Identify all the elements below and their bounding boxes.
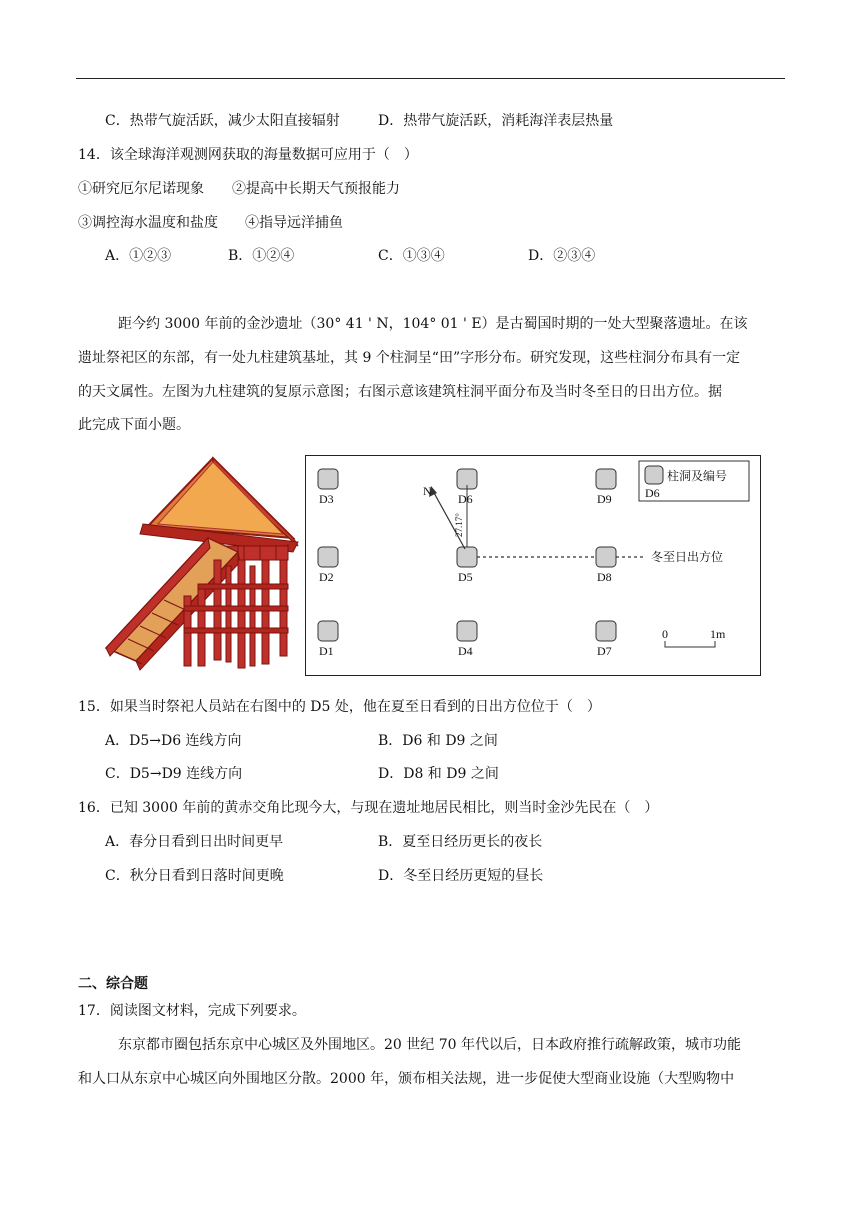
post-hole-d2 (318, 547, 338, 567)
q17-passage-line-1: 东京都市圈包括东京中心城区及外围地区。20 世纪 70 年代以后，日本政府推行疏解政策，城市功能 (118, 1037, 741, 1053)
label-d7: D7 (597, 644, 612, 658)
q15-option-b: B．D6 和 D9 之间 (378, 733, 498, 749)
q16-stem: 16．已知 3000 年前的黄赤交角比现今大，与现在遗址地居民相比，则当时金沙先民在（ ） (78, 800, 659, 816)
q13-option-d: D．热带气旋活跃，消耗海洋表层热量 (378, 113, 614, 129)
passage-line-4: 此完成下面小题。 (78, 417, 190, 433)
post-hole-d7 (596, 621, 616, 641)
q14-item4: ④指导远洋捕鱼 (245, 215, 343, 231)
post-hole-d9 (596, 469, 616, 489)
post-hole-d3 (318, 469, 338, 489)
label-d6: D6 (458, 492, 473, 506)
q14-item1: ①研究厄尔尼诺现象 (78, 181, 204, 197)
q15-option-a: A．D5→D6 连线方向 (105, 733, 242, 749)
angle-label: 27.17° (454, 513, 464, 537)
scale-zero: 0 (662, 627, 668, 641)
passage-line-1: 距今约 3000 年前的金沙遗址（30° 41 ' N，104° 01 ' E）是古蜀国时期的一处大型聚落遗址。在该 (118, 316, 748, 332)
label-d3: D3 (319, 492, 334, 506)
q17-passage-line-2: 和人口从东京中心城区向外围地区分散。2000 年，颁布相关法规，进一步促使大型商业设施（大型购物中 (78, 1071, 735, 1087)
q14-item2: ②提高中长期天气预报能力 (232, 181, 400, 197)
q15-option-c: C．D5→D9 连线方向 (105, 766, 243, 782)
label-d9: D9 (597, 492, 612, 506)
post-hole-d8 (596, 547, 616, 567)
label-d4: D4 (458, 644, 473, 658)
passage-line-3: 的天文属性。左图为九柱建筑的复原示意图；右图示意该建筑柱洞平面分布及当时冬至日的日出方位。据 (78, 384, 722, 400)
q13-option-c: C．热带气旋活跃，减少太阳直接辐射 (105, 113, 340, 129)
legend-post-icon (645, 466, 663, 484)
label-d1: D1 (319, 644, 334, 658)
post-hole-plan-diagram (305, 455, 761, 676)
post-hole-d1 (318, 621, 338, 641)
north-label: N (423, 484, 432, 498)
q17-stem: 17．阅读图文材料，完成下列要求。 (78, 1003, 306, 1019)
label-d5: D5 (458, 570, 473, 584)
legend-title: 柱洞及编号 (667, 469, 728, 483)
q14-option-d: D．②③④ (528, 248, 596, 264)
q14-option-a: A．①②③ (105, 248, 172, 264)
q16-option-c: C．秋分日看到日落时间更晚 (105, 868, 284, 884)
header-rule (76, 78, 785, 79)
label-d2: D2 (319, 570, 334, 584)
q16-option-d: D．冬至日经历更短的昼长 (378, 868, 544, 884)
passage-line-2: 遗址祭祀区的东部，有一处九柱建筑基址，其 9 个柱洞呈“田”字形分布。研究发现，这些柱洞分布具有一定 (78, 350, 741, 366)
q14-item3: ③调控海水温度和盐度 (78, 215, 218, 231)
q15-option-d: D．D8 和 D9 之间 (378, 766, 499, 782)
scale-unit: 1m (710, 627, 726, 641)
q14-option-c: C．①③④ (378, 248, 445, 264)
q16-option-a: A．春分日看到日出时间更早 (105, 834, 284, 850)
sunrise-label: 冬至日出方位 (651, 550, 724, 564)
post-hole-d5 (457, 547, 477, 567)
q15-stem: 15．如果当时祭祀人员站在右图中的 D5 处，他在夏至日看到的日出方位位于（ ） (78, 699, 601, 715)
q16-option-b: B．夏至日经历更长的夜长 (378, 834, 543, 850)
q14-option-b: B．①②④ (228, 248, 295, 264)
legend-sample-label: D6 (645, 486, 660, 500)
nine-pillar-building-illustration (88, 456, 300, 674)
q14-stem: 14．该全球海洋观测网获取的海量数据可应用于（ ） (78, 147, 418, 163)
section-2-title: 二、综合题 (78, 976, 148, 992)
post-hole-d4 (457, 621, 477, 641)
label-d8: D8 (597, 570, 612, 584)
